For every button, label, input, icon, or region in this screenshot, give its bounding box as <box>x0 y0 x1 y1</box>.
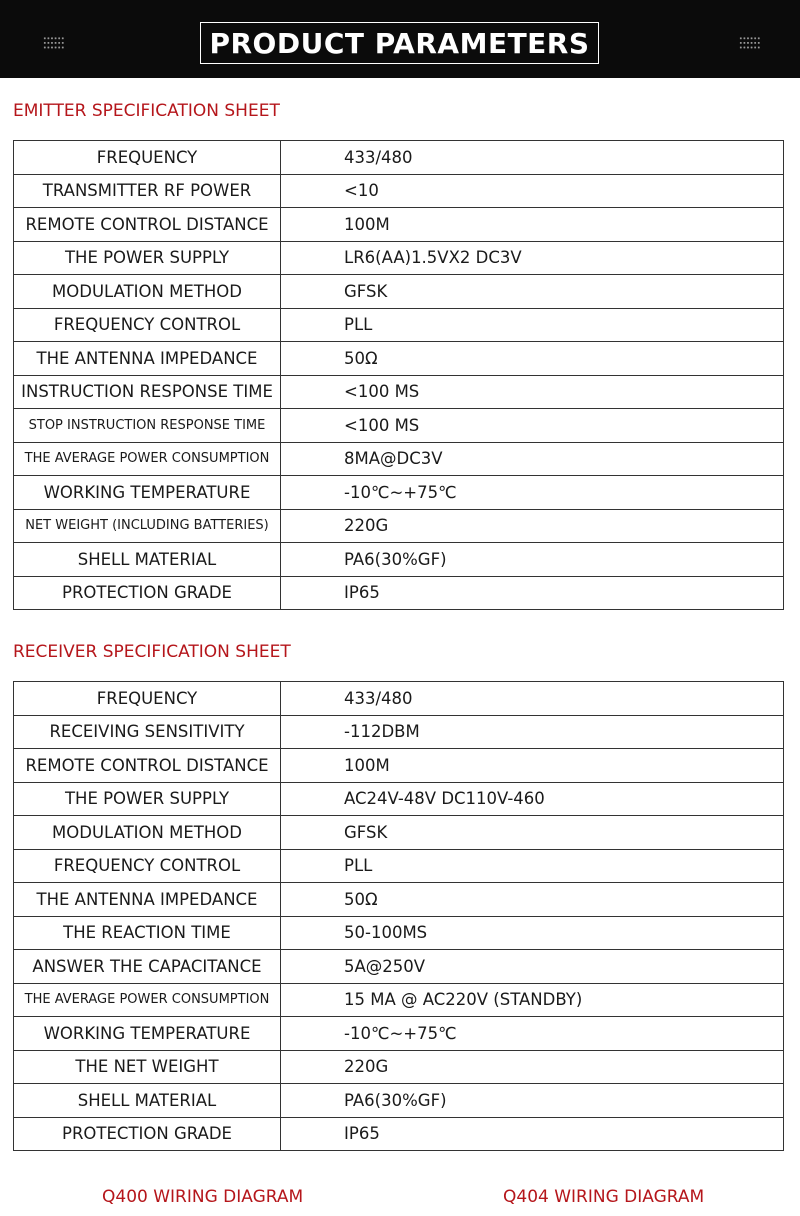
receiver-sheet-title: RECEIVER SPECIFICATION SHEET <box>13 642 291 662</box>
table-row <box>14 576 784 610</box>
receiver-spec-table <box>13 681 784 1151</box>
parameter-label: PROTECTION GRADE <box>14 576 281 610</box>
parameter-label: FREQUENCY CONTROL <box>14 308 281 342</box>
parameter-label: MODULATION METHOD <box>14 275 281 309</box>
table-row <box>14 1084 784 1118</box>
parameter-label: THE ANTENNA IMPEDANCE <box>14 342 281 376</box>
parameter-value: 50Ω <box>281 883 784 917</box>
parameter-label: NET WEIGHT (INCLUDING BATTERIES) <box>14 509 281 543</box>
page-title: PRODUCT PARAMETERS <box>200 22 599 64</box>
parameter-value: 220G <box>281 1050 784 1084</box>
table-row <box>14 749 784 783</box>
parameter-value: -112DBM <box>281 715 784 749</box>
parameter-value: AC24V-48V DC110V-460 <box>281 782 784 816</box>
table-row <box>14 916 784 950</box>
table-row <box>14 308 784 342</box>
parameter-value: 50Ω <box>281 342 784 376</box>
parameter-value: <10 <box>281 174 784 208</box>
parameter-value: PLL <box>281 849 784 883</box>
parameter-value: <100 MS <box>281 375 784 409</box>
parameter-value: PA6(30%GF) <box>281 1084 784 1118</box>
parameter-value: IP65 <box>281 1117 784 1151</box>
parameter-value: 50-100MS <box>281 916 784 950</box>
parameter-label: FREQUENCY CONTROL <box>14 849 281 883</box>
parameter-label: TRANSMITTER RF POWER <box>14 174 281 208</box>
table-row <box>14 208 784 242</box>
parameter-value: PA6(30%GF) <box>281 543 784 577</box>
parameter-value: IP65 <box>281 576 784 610</box>
parameter-label: PROTECTION GRADE <box>14 1117 281 1151</box>
table-row <box>14 715 784 749</box>
parameter-value: 5A@250V <box>281 950 784 984</box>
table-row <box>14 174 784 208</box>
parameter-value: 220G <box>281 509 784 543</box>
table-row <box>14 1050 784 1084</box>
parameter-label: INSTRUCTION RESPONSE TIME <box>14 375 281 409</box>
parameter-label: REMOTE CONTROL DISTANCE <box>14 749 281 783</box>
parameter-value: 8MA@DC3V <box>281 442 784 476</box>
parameter-value: 433/480 <box>281 682 784 716</box>
emitter-spec-table <box>13 140 784 610</box>
table-row <box>14 275 784 309</box>
parameter-value: -10℃~+75℃ <box>281 1017 784 1051</box>
table-row <box>14 409 784 443</box>
dots-decoration-icon <box>43 36 65 50</box>
parameter-label: THE POWER SUPPLY <box>14 241 281 275</box>
table-row <box>14 816 784 850</box>
parameter-label: MODULATION METHOD <box>14 816 281 850</box>
table-row <box>14 375 784 409</box>
parameter-label: THE REACTION TIME <box>14 916 281 950</box>
parameter-value: 100M <box>281 208 784 242</box>
table-row <box>14 849 784 883</box>
parameter-label: THE AVERAGE POWER CONSUMPTION <box>14 983 281 1017</box>
q400-wiring-diagram-title: Q400 WIRING DIAGRAM <box>102 1187 304 1207</box>
parameter-label: WORKING TEMPERATURE <box>14 1017 281 1051</box>
parameter-label: THE NET WEIGHT <box>14 1050 281 1084</box>
table-row <box>14 883 784 917</box>
table-row <box>14 342 784 376</box>
parameter-value: 15 MA @ AC220V (STANDBY) <box>281 983 784 1017</box>
parameter-label: FREQUENCY <box>14 682 281 716</box>
parameter-label: THE ANTENNA IMPEDANCE <box>14 883 281 917</box>
table-row <box>14 1017 784 1051</box>
parameter-label: REMOTE CONTROL DISTANCE <box>14 208 281 242</box>
table-row <box>14 950 784 984</box>
table-row <box>14 983 784 1017</box>
emitter-sheet-title: EMITTER SPECIFICATION SHEET <box>13 101 280 121</box>
parameter-value: LR6(AA)1.5VX2 DC3V <box>281 241 784 275</box>
parameter-label: RECEIVING SENSITIVITY <box>14 715 281 749</box>
parameter-label: STOP INSTRUCTION RESPONSE TIME <box>14 409 281 443</box>
parameter-value: 433/480 <box>281 141 784 175</box>
dots-decoration-icon <box>739 36 761 50</box>
parameter-value: PLL <box>281 308 784 342</box>
table-row <box>14 543 784 577</box>
table-row <box>14 509 784 543</box>
parameter-value: GFSK <box>281 816 784 850</box>
table-row <box>14 476 784 510</box>
parameter-label: SHELL MATERIAL <box>14 543 281 577</box>
table-row <box>14 442 784 476</box>
parameter-value: GFSK <box>281 275 784 309</box>
parameter-value: 100M <box>281 749 784 783</box>
table-row <box>14 141 784 175</box>
parameter-label: THE AVERAGE POWER CONSUMPTION <box>14 442 281 476</box>
parameter-label: THE POWER SUPPLY <box>14 782 281 816</box>
table-row <box>14 1117 784 1151</box>
parameter-label: FREQUENCY <box>14 141 281 175</box>
header-bar <box>0 0 800 78</box>
q404-wiring-diagram-title: Q404 WIRING DIAGRAM <box>503 1187 705 1207</box>
parameter-value: <100 MS <box>281 409 784 443</box>
parameter-value: -10℃~+75℃ <box>281 476 784 510</box>
parameter-label: SHELL MATERIAL <box>14 1084 281 1118</box>
table-row <box>14 241 784 275</box>
parameter-label: WORKING TEMPERATURE <box>14 476 281 510</box>
parameter-label: ANSWER THE CAPACITANCE <box>14 950 281 984</box>
table-row <box>14 682 784 716</box>
table-row <box>14 782 784 816</box>
